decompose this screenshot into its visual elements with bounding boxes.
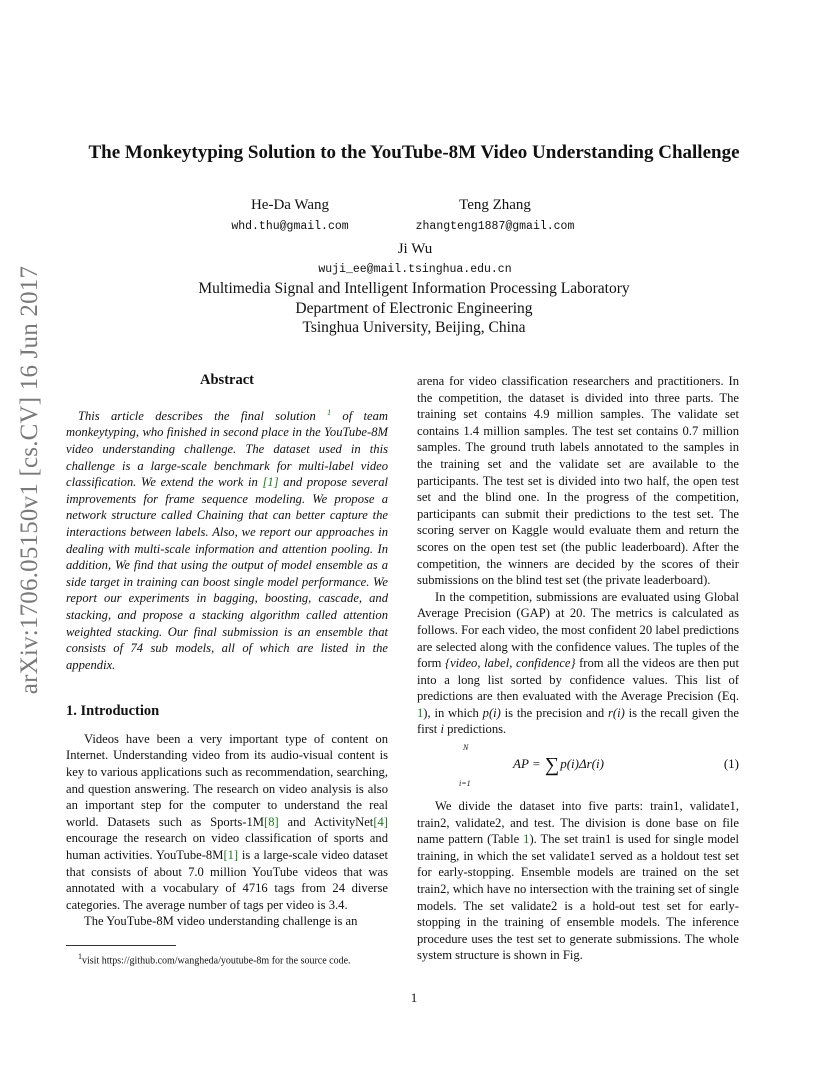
paper-title: The Monkeytyping Solution to the YouTube-8M Video Understanding Challenge	[88, 142, 740, 163]
body-paragraph: In the competition, submissions are evaluated using Global Average Precision (GAP) at 20. The metrics is calculated as follows. For each video, the most confident 20 label predictions are selected along with the confidence values. The tuples of the form {video, label, confidence} from all the videos are then put into a long list sorted by confidence values. This list of predictions are then evaluated with the Average Precision (Eq. 1), in which p(i) is the precision and r(i) is the recall given the first i predictions.	[417, 589, 739, 737]
footnote-marker[interactable]: 1	[327, 407, 332, 417]
equation-lhs: AP =	[513, 756, 541, 772]
affiliation-line: Tsinghua University, Beijing, China	[302, 319, 526, 336]
footnote	[78, 952, 351, 966]
affiliation-line: Department of Electronic Engineering	[295, 299, 533, 317]
equation-body: p(i)Δr(i)	[560, 756, 604, 772]
citation-link[interactable]: [1]	[262, 475, 279, 490]
right-column	[417, 373, 739, 964]
page-number: 1	[410, 990, 418, 1005]
author-email[interactable]: wuji_ee@mail.tsinghua.edu.cn	[318, 263, 512, 276]
author-email[interactable]: whd.thu@gmail.com	[231, 220, 349, 233]
author-block-3	[280, 241, 550, 276]
author-name: Ji Wu	[397, 241, 433, 257]
summation-symbol: ∑	[544, 754, 560, 777]
author-block-1	[215, 197, 365, 233]
equation-ref-link[interactable]: 1	[417, 705, 424, 720]
abstract-heading: Abstract	[200, 372, 254, 388]
equation-1	[417, 743, 739, 794]
intro-paragraph: Videos have been a very important type of content on Internet. Understanding video from its audio-visual content is key to various applications such as recommendation, searching, and question answering. The research on video analysis is also an important step for the computer to understand the real world. Datasets such as Sports-1M[8] and ActivityNet[4] encourage the research on video classification of sports and human activities. YouTube-8M[1] is a large-scale video dataset that consists of about 7.0 million YouTube videos that was annotated with a vocabulary of 4716 tags from 24 diverse categories. The average number of tags per video is 3.4.	[66, 731, 389, 912]
citation-link[interactable]: [8]	[264, 814, 279, 829]
author-name: Teng Zhang	[459, 197, 531, 213]
intro-paragraph: The YouTube-8M video understanding challenge is an	[84, 914, 358, 929]
affiliation-line: Multimedia Signal and Intelligent Information Processing Laboratory	[198, 280, 630, 297]
abstract-body: This article describes the final solution $^1$ of team monkeytyping, who finished in second place in the YouTube-8M video understanding challenge. The dataset used in this challenge is a large-scale benchmark for multi-label video classification. We extend the work in [1] and propose several improvements for frame sequence modeling. We propose a network structure called Chaining that can better capture the interactions between labels. Also, we report our approaches in dealing with multi-scale information and attention pooling. In addition, We find that using the output of model ensemble as a side target in training can boost single model performance. We report our experiments in bagging, boosting, cascade, and stacking, and propose a stacking algorithm called attention weighted stacking. Our final submission is an ensemble that consists of 74 sub models, all of which are listed in the appendix.	[66, 407, 388, 672]
left-column	[66, 370, 388, 930]
footnote-divider	[66, 945, 176, 946]
arxiv-stamp-text: arXiv:1706.05150v1 [cs.CV] 16 Jun 2017	[16, 265, 43, 695]
footnote-text: visit https://github.com/wangheda/youtube-8m for the source code.	[82, 955, 351, 967]
body-paragraph: arena for video classification researchers and practitioners. In the competition, the dataset is divided into three parts. The training set contains 4.9 million samples. The validate set contains 1.4 million samples. The test set contains 0.7 million samples. The ground truth labels annotated to the samples in the training set and the validate set are available to the participants. The test set is divided into two half, the open test set and the blind one. In the progress of the competition, participants can submit their predictions to the test set. The scoring server on Kaggle would evaluate them and return the scores on the open test set (the public leaderboard). After the competition, the winners are decided by the scores of their submissions on the blind test set (the private leaderboard).	[417, 374, 739, 588]
arxiv-stamp	[10, 265, 50, 695]
citation-link[interactable]: [1]	[223, 848, 239, 863]
section-heading-introduction: 1. Introduction	[66, 703, 160, 720]
author-email[interactable]: zhangteng1887@gmail.com	[415, 220, 575, 233]
footnote-number: 1	[78, 952, 82, 961]
sum-lower-limit: i=1	[459, 779, 471, 789]
affiliation	[0, 279, 828, 338]
author-block-2	[400, 197, 590, 233]
citation-link[interactable]: [4]	[373, 814, 388, 829]
sum-upper-limit: N	[463, 743, 469, 753]
equation-number: (1)	[723, 756, 739, 772]
table-ref-link[interactable]: 1	[523, 832, 530, 847]
author-name: He-Da Wang	[250, 197, 330, 213]
body-paragraph: We divide the dataset into five parts: train1, validate1, train2, validate2, and test. The division is done base on file name pattern (Table 1). The set train1 is used for single model training, in which the set validate1 served as a holdout test set for early-stopping. Ensemble models are trained on the set train2, which have no intersection with the training set of single models. The set validate2 is a hold-out test set for early-stopping in the training of ensemble models. The inference procedure uses the test set to generate submissions. The whole system structure is shown in Fig.	[417, 799, 739, 963]
